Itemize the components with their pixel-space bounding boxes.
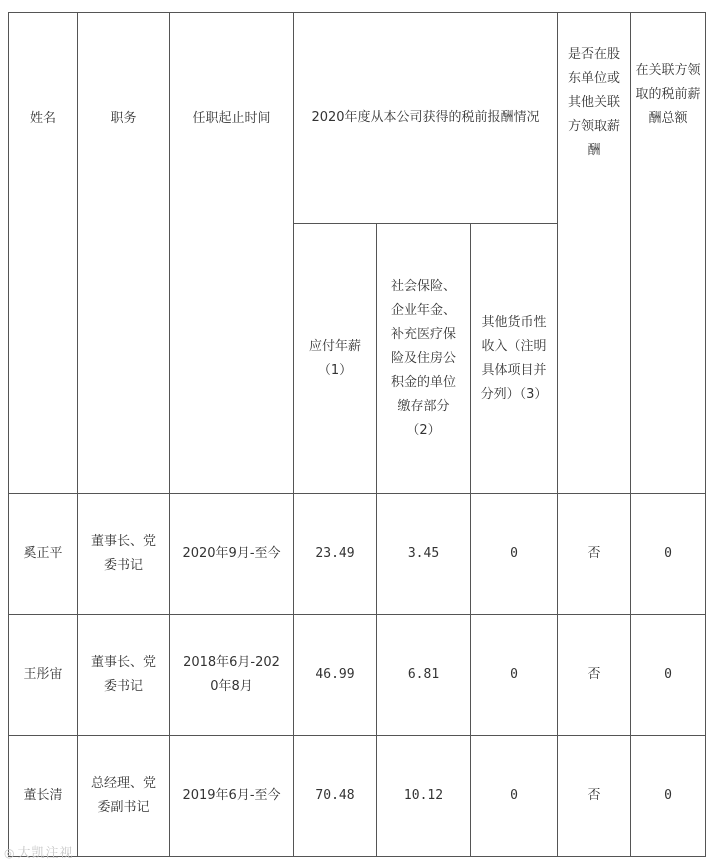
cell-position: 总经理、党委副书记 xyxy=(78,736,170,857)
table-row xyxy=(9,494,706,615)
cell-other-income: 0 xyxy=(471,736,558,857)
cell-social-insurance: 10.12 xyxy=(377,736,471,857)
cell-annual-salary: 23.49 xyxy=(294,494,377,615)
cell-tenure: 2018年6月-2020年8月 xyxy=(170,615,294,736)
table-row xyxy=(9,736,706,857)
cell-annual-salary: 46.99 xyxy=(294,615,377,736)
cell-name: 董长清 xyxy=(9,736,78,857)
cell-related-party-flag: 否 xyxy=(558,736,631,857)
cell-annual-salary: 70.48 xyxy=(294,736,377,857)
compensation-table xyxy=(8,12,706,857)
header-related-party-flag: 是否在股东单位或其他关联方领取薪酬 xyxy=(558,13,631,494)
cell-other-income: 0 xyxy=(471,615,558,736)
header-related-party-total: 在关联方领取的税前薪酬总额 xyxy=(631,13,706,494)
watermark xyxy=(4,842,74,861)
cell-position: 董事长、党委书记 xyxy=(78,615,170,736)
header-social-insurance: 社会保险、企业年金、补充医疗保险及住房公积金的单位缴存部分（2） xyxy=(377,224,471,494)
cell-name: 王彤宙 xyxy=(9,615,78,736)
cell-related-party-flag: 否 xyxy=(558,615,631,736)
cell-social-insurance: 6.81 xyxy=(377,615,471,736)
cell-position: 董事长、党委书记 xyxy=(78,494,170,615)
cell-related-party-total: 0 xyxy=(631,736,706,857)
cell-social-insurance: 3.45 xyxy=(377,494,471,615)
header-name: 姓名 xyxy=(9,13,78,494)
header-compensation-group: 2020年度从本公司获得的税前报酬情况 xyxy=(294,13,558,224)
sina-eye-icon: ◎ xyxy=(4,846,16,860)
cell-related-party-total: 0 xyxy=(631,494,706,615)
cell-related-party-total: 0 xyxy=(631,615,706,736)
header-annual-salary: 应付年薪（1） xyxy=(294,224,377,494)
watermark-text: 大凯注视 xyxy=(17,846,74,861)
header-row-1 xyxy=(9,13,706,224)
cell-tenure: 2020年9月-至今 xyxy=(170,494,294,615)
cell-tenure: 2019年6月-至今 xyxy=(170,736,294,857)
header-other-income: 其他货币性收入（注明具体项目并分列）（3） xyxy=(471,224,558,494)
cell-related-party-flag: 否 xyxy=(558,494,631,615)
cell-name: 奚正平 xyxy=(9,494,78,615)
header-position: 职务 xyxy=(78,13,170,494)
cell-other-income: 0 xyxy=(471,494,558,615)
table-row xyxy=(9,615,706,736)
header-tenure: 任职起止时间 xyxy=(170,13,294,494)
